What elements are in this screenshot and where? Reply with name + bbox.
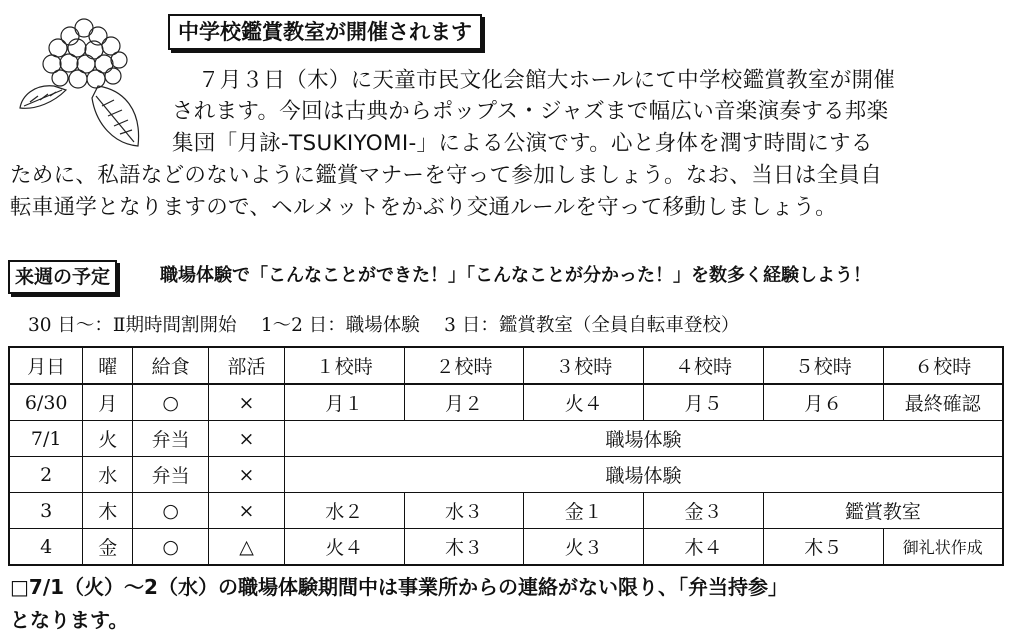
row-lunch: ○ <box>133 493 209 529</box>
row-club: △ <box>209 529 285 566</box>
paragraph-line-4: ために、私語などのないように鑑賞マナーを守って参加しましょう。なお、当日は全員自 <box>10 163 883 188</box>
row-club: × <box>209 384 285 421</box>
row-period: 火４ <box>284 529 404 566</box>
table-row <box>9 421 1003 457</box>
paragraph-line-2: されます。今回は古典からポップス・ジャズまで幅広い音楽演奏する邦楽 <box>172 99 889 124</box>
header-day: 曜 <box>83 347 133 384</box>
row-period: 最終確認 <box>883 384 1003 421</box>
row-period: 御礼状作成 <box>883 529 1003 566</box>
paragraph-line-1: ７月３日（木）に天童市民文化会館大ホールにて中学校鑑賞教室が開催 <box>198 68 896 93</box>
paragraph-line-5: 転車通学となりますので、ヘルメットをかぶり交通ルールを守って移動しましょう。 <box>10 195 837 220</box>
row-period: 火３ <box>524 529 644 566</box>
row-date: 3 <box>9 493 83 529</box>
timetable <box>8 346 1004 566</box>
row-club: × <box>209 493 285 529</box>
header-date: 月日 <box>9 347 83 384</box>
header-period-6: ６校時 <box>883 347 1003 384</box>
row-lunch: ○ <box>133 384 209 421</box>
row-lunch: ○ <box>133 529 209 566</box>
row-period: 月２ <box>404 384 524 421</box>
schedule-headline: 職場体験で「こんなことができた！」「こんなことが分かった！」を数多く経験しよう！ <box>160 265 871 286</box>
table-row <box>9 457 1003 493</box>
row-period: 月１ <box>284 384 404 421</box>
row-day: 火 <box>83 421 133 457</box>
header-club: 部活 <box>209 347 285 384</box>
hydrangea-illustration <box>14 6 154 156</box>
row-merged-event: 鑑賞教室 <box>763 493 1003 529</box>
schedule-label: 来週の予定 <box>8 260 117 294</box>
row-period: 水３ <box>404 493 524 529</box>
header-lunch: 給食 <box>133 347 209 384</box>
header-period-2: ２校時 <box>404 347 524 384</box>
header-period-5: ５校時 <box>763 347 883 384</box>
header-period-4: ４校時 <box>644 347 764 384</box>
row-date: 2 <box>9 457 83 493</box>
timetable-header-row <box>9 347 1003 384</box>
row-period: 月６ <box>763 384 883 421</box>
row-lunch: 弁当 <box>133 457 209 493</box>
row-day: 木 <box>83 493 133 529</box>
row-period: 木５ <box>763 529 883 566</box>
schedule-note: 30 日～：Ⅱ期時間割開始 1～2 日：職場体験 3 日：鑑賞教室（全員自転車登校） <box>28 315 740 336</box>
row-period: 木４ <box>644 529 764 566</box>
paragraph-line-3: 集団「月詠-TSUKIYOMI-」による公演です。心と身体を潤す時間にする <box>172 131 873 156</box>
row-date: 4 <box>9 529 83 566</box>
footer-note-line-2: となります。 <box>10 608 129 632</box>
row-period: 火４ <box>524 384 644 421</box>
row-merged-event: 職場体験 <box>284 421 1003 457</box>
table-row <box>9 529 1003 566</box>
footer-note-line-1: □7/1（火）～2（水）の職場体験期間中は事業所からの連絡がない限り、「弁当持参」 <box>10 575 788 599</box>
row-period: 金１ <box>524 493 644 529</box>
row-period: 月５ <box>644 384 764 421</box>
header-period-3: ３校時 <box>524 347 644 384</box>
row-club: × <box>209 457 285 493</box>
article-title: 中学校鑑賞教室が開催されます <box>168 14 482 50</box>
row-lunch: 弁当 <box>133 421 209 457</box>
row-club: × <box>209 421 285 457</box>
row-date: 6/30 <box>9 384 83 421</box>
row-period: 水２ <box>284 493 404 529</box>
header-period-1: １校時 <box>284 347 404 384</box>
row-date: 7/1 <box>9 421 83 457</box>
table-row <box>9 493 1003 529</box>
row-day: 月 <box>83 384 133 421</box>
row-day: 水 <box>83 457 133 493</box>
row-period: 金３ <box>644 493 764 529</box>
row-period: 木３ <box>404 529 524 566</box>
table-row <box>9 384 1003 421</box>
row-day: 金 <box>83 529 133 566</box>
row-merged-event: 職場体験 <box>284 457 1003 493</box>
